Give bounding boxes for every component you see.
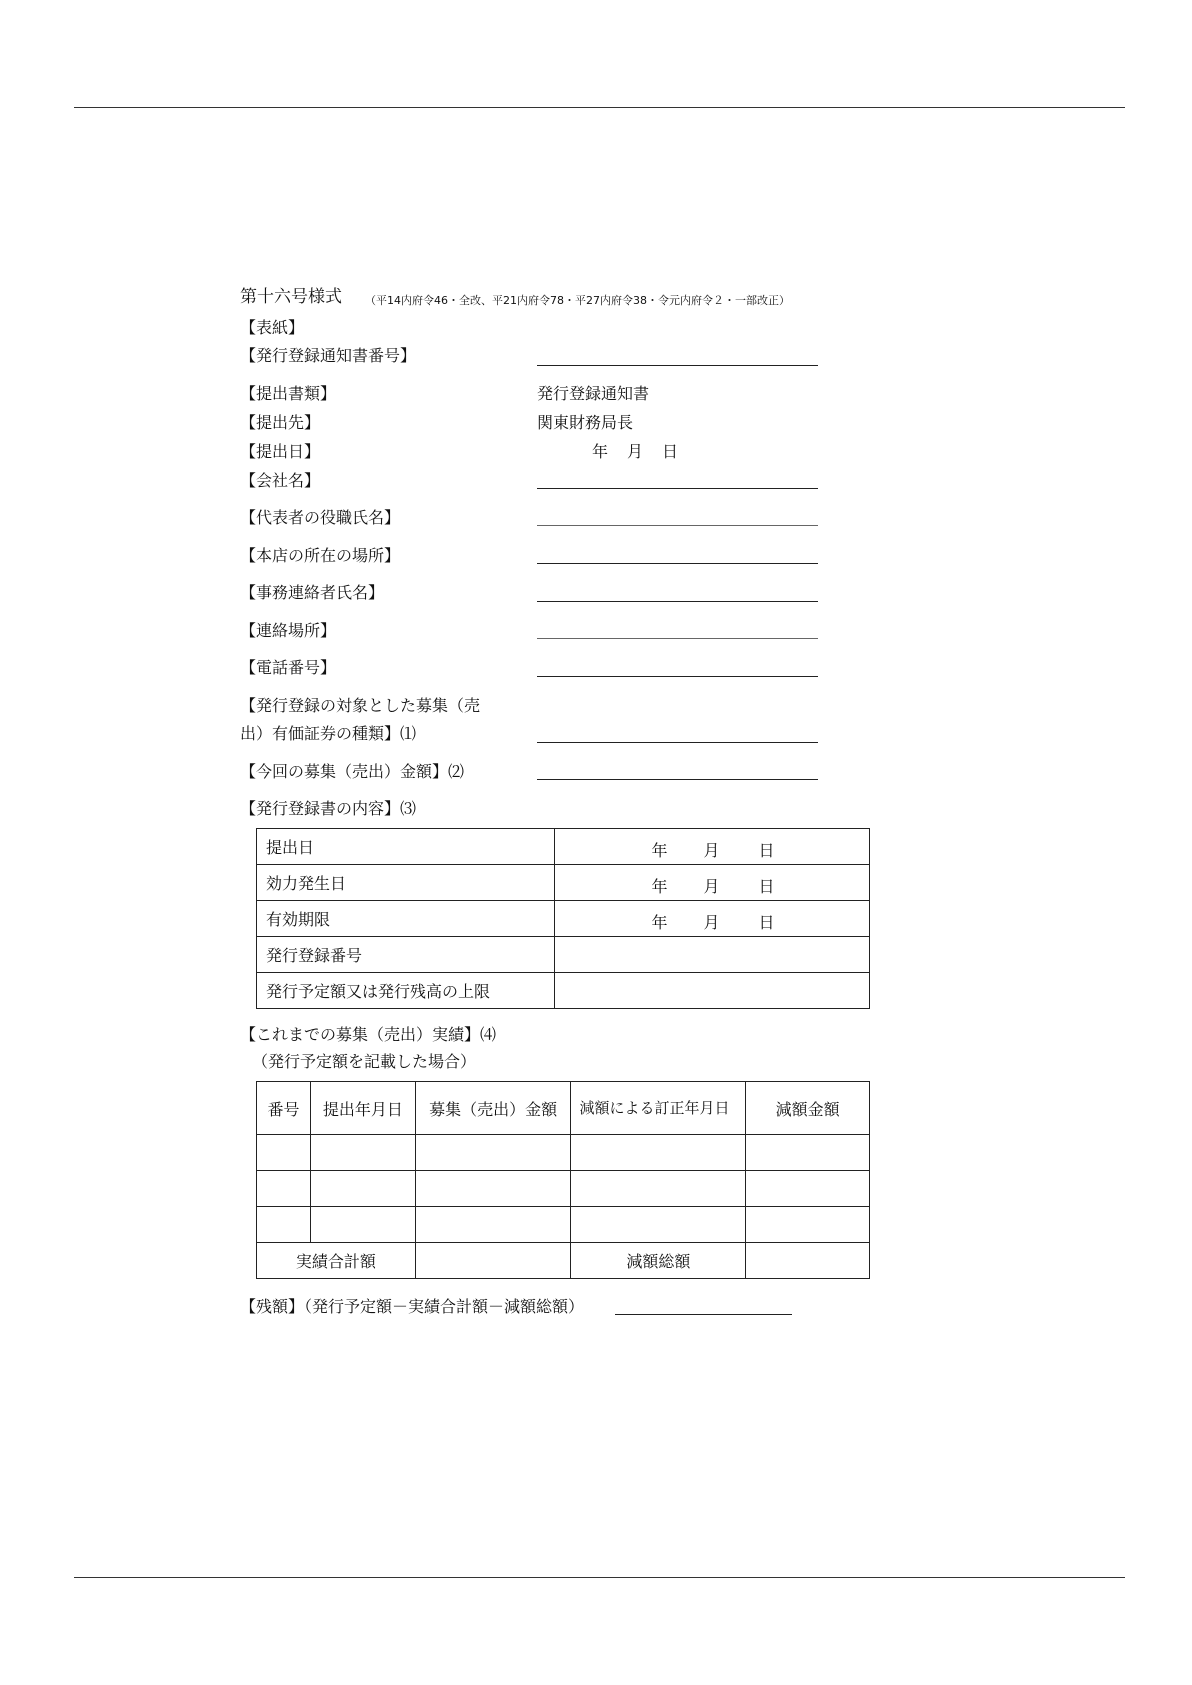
- top-rule: [74, 107, 1125, 108]
- table-cell[interactable]: [310, 1171, 415, 1207]
- header-reduction-amount: 減額金額: [746, 1082, 870, 1135]
- submit-date-day: 日: [662, 442, 679, 461]
- representative-line[interactable]: [537, 525, 818, 526]
- table-row: [257, 865, 870, 901]
- month-label: 月: [703, 841, 720, 860]
- header-number: 番号: [257, 1082, 311, 1135]
- table-cell[interactable]: [415, 1207, 571, 1243]
- phone-line[interactable]: [537, 676, 818, 677]
- row-label: 提出日: [257, 829, 555, 865]
- company-name-line[interactable]: [537, 488, 818, 489]
- balance-line[interactable]: [615, 1314, 792, 1315]
- table-cell[interactable]: [746, 1135, 870, 1171]
- doc-type-value: 発行登録通知書: [537, 384, 650, 403]
- securities-kind-label-line1: 【発行登録の対象とした募集（売: [240, 696, 481, 715]
- contact-place-line[interactable]: [537, 638, 818, 639]
- contact-person-label: 【事務連絡者氏名】: [240, 583, 385, 602]
- balance-label: 【残額】（発行予定額－実績合計額－減額総額）: [240, 1297, 585, 1316]
- notice-number-label: 【発行登録通知書番号】: [240, 346, 417, 365]
- phone-label: 【電話番号】: [240, 658, 337, 677]
- securities-kind-line[interactable]: [537, 742, 818, 743]
- record-note: （発行予定額を記載した場合）: [252, 1052, 477, 1071]
- row-label: 有効期限: [257, 901, 555, 937]
- table-cell[interactable]: [415, 1135, 571, 1171]
- table-cell[interactable]: [310, 1135, 415, 1171]
- head-office-line[interactable]: [537, 563, 818, 564]
- date-cell[interactable]: [554, 829, 869, 865]
- table-cell[interactable]: [310, 1207, 415, 1243]
- value-cell[interactable]: [554, 937, 869, 973]
- day-label: 日: [758, 913, 775, 932]
- header-reduction-date-text: 減額による訂正年月日: [579, 1099, 730, 1117]
- total-row: [257, 1243, 870, 1279]
- table-header-row: [257, 1082, 870, 1135]
- header-offering-amount: 募集（売出）金額: [415, 1082, 571, 1135]
- header-submit-date: 提出年月日: [310, 1082, 415, 1135]
- submit-to-label: 【提出先】: [240, 413, 321, 432]
- notice-number-line[interactable]: [537, 365, 818, 366]
- record-table: [256, 1081, 870, 1279]
- value-cell[interactable]: [554, 973, 869, 1009]
- year-label: 年: [651, 841, 668, 860]
- submit-date-label: 【提出日】: [240, 442, 321, 461]
- submit-date-month: 月: [627, 442, 644, 461]
- form-title: 第十六号様式: [240, 287, 342, 307]
- table-row: [257, 1171, 870, 1207]
- total-label: 実績合計額: [257, 1243, 416, 1279]
- securities-kind-label-line2: 出）有価証券の種類】⑴: [240, 724, 417, 743]
- company-name-label: 【会社名】: [240, 471, 321, 490]
- doc-type-label: 【提出書類】: [240, 384, 337, 403]
- table-cell[interactable]: [257, 1171, 311, 1207]
- table-cell[interactable]: [415, 1171, 571, 1207]
- table-row: [257, 1207, 870, 1243]
- current-amount-line[interactable]: [537, 779, 818, 780]
- day-label: 日: [758, 841, 775, 860]
- record-heading: 【これまでの募集（売出）実績】⑷: [240, 1025, 497, 1044]
- row-label: 発行予定額又は発行残高の上限: [257, 973, 555, 1009]
- month-label: 月: [703, 877, 720, 896]
- representative-label: 【代表者の役職氏名】: [240, 508, 401, 527]
- reduction-total-label: 減額総額: [571, 1243, 746, 1279]
- row-label: 効力発生日: [257, 865, 555, 901]
- current-amount-label: 【今回の募集（売出）金額】⑵: [240, 762, 465, 781]
- table-row: [257, 973, 870, 1009]
- month-label: 月: [703, 913, 720, 932]
- table-row: [257, 1135, 870, 1171]
- table-cell[interactable]: [746, 1171, 870, 1207]
- header-reduction-date: [571, 1082, 746, 1135]
- year-label: 年: [651, 877, 668, 896]
- table-row: [257, 829, 870, 865]
- submit-date-year: 年: [592, 442, 609, 461]
- table-cell[interactable]: [257, 1135, 311, 1171]
- table-cell[interactable]: [571, 1171, 746, 1207]
- bottom-rule: [74, 1577, 1125, 1578]
- year-label: 年: [651, 913, 668, 932]
- head-office-label: 【本店の所在の場所】: [240, 546, 401, 565]
- table-cell[interactable]: [571, 1207, 746, 1243]
- table-row: [257, 937, 870, 973]
- day-label: 日: [758, 877, 775, 896]
- reduction-total-value-cell[interactable]: [746, 1243, 870, 1279]
- submit-to-value: 関東財務局長: [537, 413, 634, 432]
- registration-contents-table: [256, 828, 870, 1009]
- date-cell[interactable]: [554, 901, 869, 937]
- total-value-cell[interactable]: [415, 1243, 571, 1279]
- table-cell[interactable]: [746, 1207, 870, 1243]
- date-cell[interactable]: [554, 865, 869, 901]
- amendment-note: （平14内府令46・全改、平21内府令78・平27内府令38・令元内府令２・一部改正）: [365, 294, 790, 307]
- row-label: 発行登録番号: [257, 937, 555, 973]
- contents-heading: 【発行登録書の内容】⑶: [240, 799, 417, 818]
- table-row: [257, 901, 870, 937]
- contact-place-label: 【連絡場所】: [240, 621, 337, 640]
- contact-person-line[interactable]: [537, 601, 818, 602]
- table-cell[interactable]: [257, 1207, 311, 1243]
- cover-label: 【表紙】: [240, 318, 305, 337]
- table-cell[interactable]: [571, 1135, 746, 1171]
